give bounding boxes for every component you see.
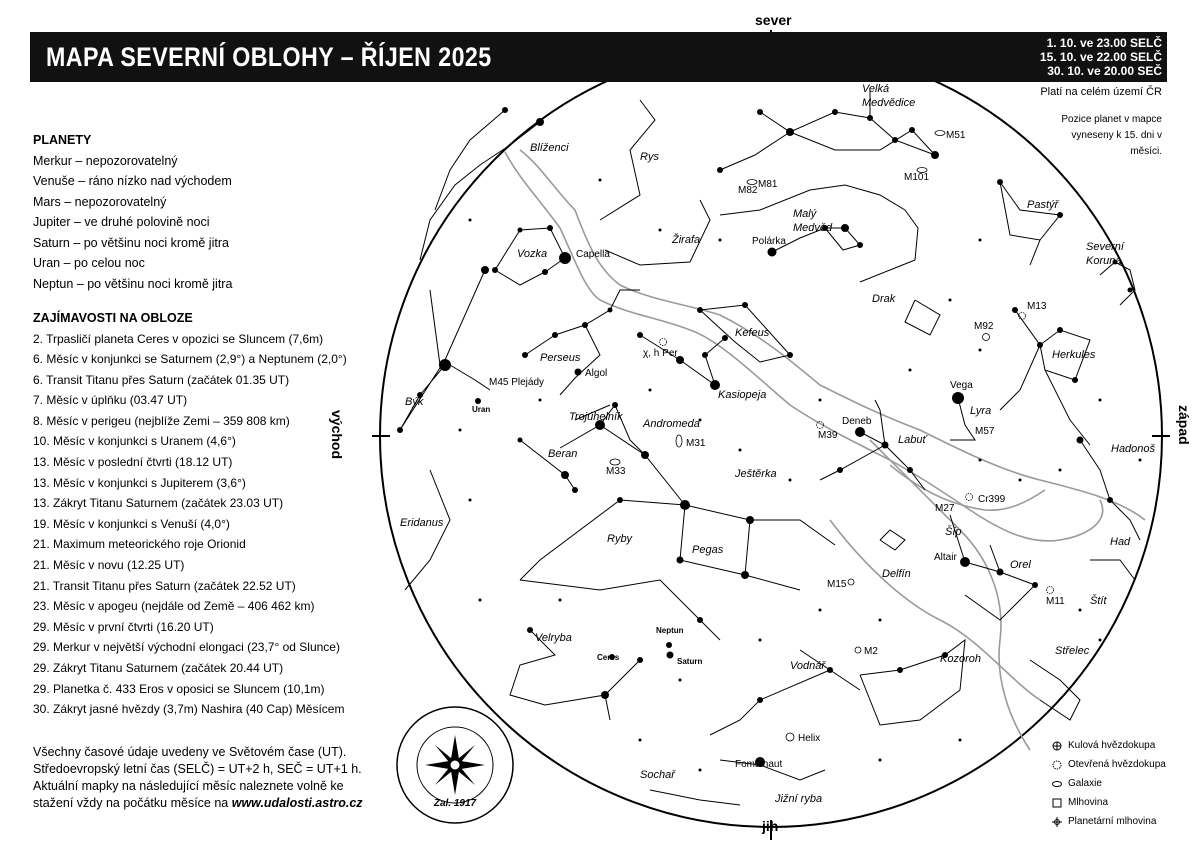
legend-item: Kulová hvězdokupa xyxy=(1052,736,1166,755)
svg-text:Rys: Rys xyxy=(640,151,659,163)
svg-text:M27: M27 xyxy=(935,503,955,514)
list-item: Uran – po celou noc xyxy=(33,256,145,270)
list-item: 6. Transit Titanu přes Saturn (začátek 01.35 UT) xyxy=(33,372,290,387)
footer-line: Aktuální mapky na následující měsíc naleznete volně ke xyxy=(33,779,344,793)
logo-text-bottom: Zal. 1917 xyxy=(433,798,477,809)
horizon-circle xyxy=(380,45,1162,827)
list-item: Jupiter – ve druhé polovině noci xyxy=(33,215,210,229)
list-item: 13. Měsíc v poslední čtvrti (18.12 UT) xyxy=(33,455,233,470)
svg-text:Cr399: Cr399 xyxy=(978,494,1006,505)
list-item: 13. Zákryt Titanu Saturnem (začátek 23.03 UT) xyxy=(33,496,284,511)
svg-text:Střelec: Střelec xyxy=(1055,645,1090,657)
legend-item: Galaxie xyxy=(1052,774,1166,793)
planet-names xyxy=(472,405,702,666)
svg-text:Hadonoš: Hadonoš xyxy=(1111,443,1156,455)
svg-text:Koruna: Koruna xyxy=(1086,255,1122,267)
svg-text:Velká: Velká xyxy=(862,83,890,95)
list-item: 21. Maximum meteorického roje Orionid xyxy=(33,537,246,552)
svg-text:Helix: Helix xyxy=(798,733,821,744)
planet-markers xyxy=(475,398,674,660)
svg-text:Malý: Malý xyxy=(793,208,817,220)
footer-line: Všechny časové údaje uvedeny ve Světovém čase (UT). xyxy=(33,745,347,759)
stars xyxy=(397,107,1133,767)
svg-text:Pastýř: Pastýř xyxy=(1027,199,1059,211)
svg-text:Had: Had xyxy=(1110,536,1131,548)
list-item: 2. Trpasličí planeta Ceres v opozici se Sluncem (7,6m) xyxy=(33,331,324,346)
list-item: Neptun – po většinu noci kromě jitra xyxy=(33,276,233,291)
svg-text:Ještěrka: Ještěrka xyxy=(735,468,777,480)
open-cluster-icon xyxy=(1052,760,1062,770)
planetary-nebula-icon xyxy=(1052,817,1062,827)
svg-text:M39: M39 xyxy=(818,430,838,441)
svg-text:Šíp: Šíp xyxy=(945,526,962,538)
list-item: 8. Měsíc v perigeu (nejblíže Zemi – 359 808 km) xyxy=(33,413,290,428)
svg-text:Herkules: Herkules xyxy=(1052,349,1096,361)
globular-cluster-icon xyxy=(1052,741,1062,751)
events-list xyxy=(33,329,363,720)
events-heading: ZAJÍMAVOSTI NA OBLOZE xyxy=(33,311,193,325)
svg-text:Kozoroh: Kozoroh xyxy=(940,653,981,665)
svg-text:Ceres: Ceres xyxy=(597,653,620,662)
svg-text:M81: M81 xyxy=(758,179,778,190)
list-item: 30. Zákryt jasné hvězdy (3,7m) Nashira (40 Cap) Měsícem xyxy=(33,702,345,717)
svg-text:Býk: Býk xyxy=(405,396,424,408)
svg-text:Drak: Drak xyxy=(872,293,896,305)
planets-list xyxy=(33,151,363,295)
website-link[interactable]: www.udalosti.astro.cz xyxy=(231,796,363,810)
svg-text:Neptun: Neptun xyxy=(656,626,684,635)
svg-text:M33: M33 xyxy=(606,466,626,477)
list-item: 7. Měsíc v úplňku (03.47 UT) xyxy=(33,393,188,408)
map-legend xyxy=(1052,736,1166,831)
svg-text:Altair: Altair xyxy=(934,552,957,563)
list-item: 21. Měsíc v novu (12.25 UT) xyxy=(33,558,185,573)
list-item: 23. Měsíc v apogeu (nejdále od Země – 406 462 km) xyxy=(33,599,315,614)
list-item: 29. Měsíc v první čtvrti (16.20 UT) xyxy=(33,619,214,634)
svg-text:Polárka: Polárka xyxy=(752,236,786,247)
time-1: 1. 10. ve 23.00 SELČ xyxy=(1046,36,1162,50)
svg-text:M13: M13 xyxy=(1027,301,1047,312)
svg-text:Ryby: Ryby xyxy=(607,533,633,545)
svg-text:Trojúhelník: Trojúhelník xyxy=(569,411,623,423)
svg-text:Sochař: Sochař xyxy=(640,769,675,781)
list-item: 13. Měsíc v konjunkci s Jupiterem (3,6°) xyxy=(33,475,246,490)
nebula-icon xyxy=(1052,798,1062,808)
list-item: Merkur – nepozorovatelný xyxy=(33,153,178,168)
svg-text:Kasiopeja: Kasiopeja xyxy=(718,389,767,401)
svg-text:Perseus: Perseus xyxy=(540,352,581,364)
svg-text:M2: M2 xyxy=(864,646,878,657)
svg-text:Eridanus: Eridanus xyxy=(400,517,444,529)
svg-text:M92: M92 xyxy=(974,321,994,332)
galaxy-icon xyxy=(1052,779,1062,789)
svg-text:M51: M51 xyxy=(946,130,966,141)
svg-text:Andromeda: Andromeda xyxy=(643,418,700,430)
svg-text:Blíženci: Blíženci xyxy=(530,142,569,154)
north-label: sever xyxy=(755,12,792,28)
svg-text:Medvědice: Medvědice xyxy=(862,97,916,109)
svg-text:Fomalhaut: Fomalhaut xyxy=(735,759,783,770)
info-column xyxy=(33,130,363,720)
svg-text:Orel: Orel xyxy=(1010,559,1031,571)
svg-text:Štít: Štít xyxy=(1090,595,1107,607)
svg-text:Severní: Severní xyxy=(1086,241,1124,253)
legend-item: Planetární mlhovina xyxy=(1052,812,1166,831)
svg-text:Deneb: Deneb xyxy=(842,416,872,427)
south-label: jih xyxy=(762,818,779,834)
svg-text:M101: M101 xyxy=(904,172,930,183)
legend-item: Mlhovina xyxy=(1052,793,1166,812)
observation-times xyxy=(1040,36,1162,78)
svg-text:Lyra: Lyra xyxy=(970,405,992,417)
footer-note xyxy=(33,744,373,812)
svg-text:Uran: Uran xyxy=(472,405,491,414)
svg-text:χ, h Per: χ, h Per xyxy=(643,348,678,359)
footer-line: Středoevropský letní čas (SELČ) = UT+2 h, SEČ = UT+1 h. xyxy=(33,762,362,776)
svg-text:Beran: Beran xyxy=(548,448,578,460)
svg-text:Vega: Vega xyxy=(950,380,973,391)
time-3: 30. 10. ve 20.00 SEČ xyxy=(1047,64,1162,78)
svg-text:M31: M31 xyxy=(686,438,706,449)
svg-text:Pegas: Pegas xyxy=(692,544,724,556)
svg-text:M45 Plejády: M45 Plejády xyxy=(489,377,545,388)
svg-text:Velryba: Velryba xyxy=(535,632,572,644)
page-title: MAPA SEVERNÍ OBLOHY – ŘÍJEN 2025 xyxy=(46,42,492,72)
svg-text:M11: M11 xyxy=(1046,596,1065,607)
svg-text:M57: M57 xyxy=(975,426,995,437)
list-item: 10. Měsíc v konjunkci s Uranem (4,6°) xyxy=(33,434,236,449)
list-item: Saturn – po většinu noci kromě jitra xyxy=(33,235,229,250)
svg-text:Žirafa: Žirafa xyxy=(672,234,701,246)
svg-text:M82: M82 xyxy=(738,185,758,196)
svg-text:Delfín: Delfín xyxy=(882,568,911,580)
svg-text:M15: M15 xyxy=(827,579,847,590)
svg-text:Saturn: Saturn xyxy=(677,657,703,666)
list-item: 19. Měsíc v konjunkci s Venuší (4,0°) xyxy=(33,516,230,531)
svg-text:Vodnář: Vodnář xyxy=(790,660,826,672)
constellation-names xyxy=(400,83,1156,805)
list-item: 29. Merkur v největší východní elongaci (23,7° od Slunce) xyxy=(33,640,340,655)
svg-text:Vozka: Vozka xyxy=(517,248,548,260)
svg-text:Algol: Algol xyxy=(585,368,608,379)
svg-text:Capella: Capella xyxy=(576,249,610,260)
constellation-lines xyxy=(400,90,1140,805)
footer-line: stažení vždy na počátku měsíce na www.udalosti.astro.cz xyxy=(33,796,363,810)
planets-heading: PLANETY xyxy=(33,133,92,147)
svg-text:Kefeus: Kefeus xyxy=(735,327,770,339)
east-label: východ xyxy=(329,410,345,460)
list-item: 6. Měsíc v konjunkci se Saturnem (2,9°) a Neptunem (2,0°) xyxy=(33,352,347,367)
validity-note: Platí na celém území ČR xyxy=(1040,86,1162,98)
planet-positions-note: Pozice planet v mapce vyneseny k 15. dni v měsíci. xyxy=(1061,114,1162,157)
time-2: 15. 10. ve 22.00 SELČ xyxy=(1039,50,1162,64)
list-item: Venuše – ráno nízko nad východem xyxy=(33,174,232,188)
svg-text:Jižní ryba: Jižní ryba xyxy=(775,793,823,805)
list-item: Mars – nepozorovatelný xyxy=(33,194,167,209)
list-item: 29. Zákryt Titanu Saturnem (začátek 20.44 UT) xyxy=(33,661,284,675)
list-item: 29. Planetka č. 433 Eros v oposici se Sluncem (10,1m) xyxy=(33,681,325,696)
legend-item: Otevřená hvězdokupa xyxy=(1052,755,1166,774)
list-item: 21. Transit Titanu přes Saturn (začátek 22.52 UT) xyxy=(33,578,296,593)
svg-text:Medvěd: Medvěd xyxy=(793,222,833,234)
svg-text:Labuť: Labuť xyxy=(898,434,927,446)
west-label: západ xyxy=(1176,405,1192,445)
